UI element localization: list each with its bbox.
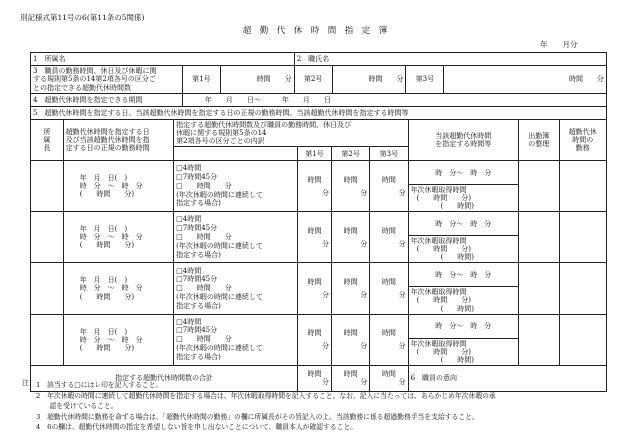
attendance-cell[interactable] — [519, 161, 560, 212]
category2-hours-cell[interactable] — [331, 212, 369, 263]
option-7h45-checkbox[interactable]: □7時間45分 — [176, 275, 218, 284]
header-line: 及び当該超勤代休時間を指 — [65, 136, 150, 145]
table-row — [31, 314, 607, 338]
form-reference: 別記様式第11号の6(第11条の5関係) — [20, 13, 145, 22]
item4-label-cell — [31, 94, 183, 107]
category1-value[interactable] — [220, 66, 294, 94]
header-line: 属 — [43, 136, 51, 145]
unit-minutes: 分 — [360, 188, 368, 197]
header-line: 超勤代休 — [568, 128, 597, 136]
annual-leave-label: 年次休暇取得時間 — [410, 339, 467, 348]
date-line: 年 月 日( ) — [79, 327, 128, 336]
item-number: 1 — [33, 54, 38, 63]
item5-label-cell — [31, 107, 607, 120]
attendance-cell[interactable] — [519, 263, 560, 314]
header-line: 第2項各号の区分ごとの内訳 — [176, 137, 265, 146]
option-7h45-checkbox[interactable]: □7時間45分 — [176, 173, 218, 182]
date-cell[interactable] — [63, 212, 173, 263]
category3-hours-cell[interactable] — [370, 314, 408, 365]
option-7h45-checkbox[interactable]: □7時間45分 — [176, 224, 218, 233]
annual-leave-cell[interactable] — [408, 287, 518, 314]
unit-minutes: 分 — [321, 342, 329, 351]
unit-hours: 時間 — [307, 277, 322, 286]
notes-list — [36, 380, 496, 433]
col-work-header — [559, 120, 606, 161]
unit-minutes: 分 — [398, 290, 406, 299]
year-month: 年 月分 — [540, 40, 578, 49]
header-line: 出勤簿 — [528, 132, 550, 141]
item-number: 4 — [33, 95, 38, 104]
detail-table — [30, 119, 607, 392]
option-4h-checkbox[interactable]: □4時間 — [176, 215, 202, 224]
unit-hours: 時間 — [381, 226, 396, 235]
header-line: 当該超勤代休時間 — [435, 132, 492, 141]
option-custom-checkbox[interactable]: □ 時間 分 — [176, 284, 232, 293]
annual-leave-time: ( 時間 分) — [416, 296, 472, 305]
category2-hours-cell[interactable] — [331, 161, 369, 212]
hours-line: ( 時間 分) — [79, 292, 135, 301]
unit-minutes: 分 — [360, 290, 368, 299]
category2-value[interactable] — [332, 66, 406, 94]
hours-line: ( 時間 分) — [79, 343, 135, 352]
unit-hours: 時間 — [343, 226, 358, 235]
director-cell[interactable] — [31, 161, 64, 212]
hours-line: ( 時間 分) — [79, 241, 135, 250]
item-number: 2 — [296, 54, 302, 63]
header-line: 指定する超勤代休時間数及び職員の勤務時間、休日及び — [176, 121, 352, 129]
date-line: 年 月 日( ) — [79, 276, 128, 285]
hours-option-cell[interactable] — [174, 263, 298, 314]
annual-leave-label: 年次休暇取得時間 — [410, 186, 467, 195]
item-number: 5 — [33, 108, 38, 117]
slot-cell[interactable] — [408, 263, 518, 287]
item4-value-cell[interactable] — [182, 94, 606, 107]
category1-hours-cell[interactable] — [298, 212, 332, 263]
category3-hours-cell[interactable] — [370, 263, 408, 314]
unit-hours: 時間 — [307, 175, 322, 184]
hours-option-cell[interactable] — [174, 212, 298, 263]
date-cell[interactable] — [63, 314, 173, 365]
unit-minutes: 分 — [398, 342, 406, 351]
name-label: 職氏名 — [308, 54, 330, 63]
time-line: 時 分 ～ 時 分 — [79, 284, 143, 293]
date-cell[interactable] — [63, 263, 173, 314]
item3-label-line: との指定できる超勤代休時間数 — [33, 83, 131, 92]
hours-breakdown-blank — [174, 147, 298, 161]
option-4h-checkbox[interactable]: □4時間 — [176, 317, 202, 326]
unit-minutes: 分 — [597, 75, 604, 84]
option-7h45-checkbox[interactable]: □7時間45分 — [176, 326, 218, 335]
annual-leave-hours: ( 時間) — [440, 355, 475, 364]
unit-minutes: 分 — [396, 75, 404, 84]
note-item: 認を受けていること。 — [36, 402, 118, 411]
header-line: の整理 — [528, 140, 550, 149]
time-line: 時 分 ～ 時 分 — [79, 233, 143, 242]
unit-hours: 時間 — [343, 370, 358, 379]
hours-line: ( 時間 分) — [79, 190, 135, 199]
item-number: 3 — [33, 67, 38, 76]
unit-hours: 時間 — [381, 277, 396, 286]
unit-hours: 時間 — [343, 277, 358, 286]
table-row — [31, 161, 607, 185]
notes-prefix: 注 — [22, 379, 29, 387]
time-line: 時 分 ～ 時 分 — [79, 335, 143, 344]
unit-hours: 時間 — [368, 75, 383, 84]
work-cell[interactable] — [559, 212, 606, 263]
option-note: (年次休暇の時間に連続して — [176, 241, 263, 250]
col-attendance-header — [519, 120, 560, 161]
category1-hours-cell[interactable] — [298, 314, 332, 365]
option-4h-checkbox[interactable]: □4時間 — [176, 164, 202, 173]
category1-hours-cell[interactable] — [298, 263, 332, 314]
dept-cell[interactable] — [31, 53, 295, 66]
header-line: 定する日の正規の勤務時間 — [65, 144, 150, 153]
annual-leave-cell[interactable] — [408, 236, 518, 263]
item4-period: 年 月 日～ 年 月 日 — [204, 95, 331, 104]
unit-hours: 時間 — [307, 226, 322, 235]
header-line: 時間の — [572, 136, 594, 145]
total-label-cell: 指定する超勤代休時間数の合計 — [31, 365, 298, 391]
unit-hours: 時間 — [307, 370, 322, 379]
table-row — [31, 263, 607, 287]
option-note: (年次休暇の時間に連続して — [176, 190, 263, 199]
annual-leave-label: 年次休暇取得時間 — [410, 288, 467, 297]
option-note: 指定する場合) — [176, 250, 221, 259]
header-line: 休暇に関する規則第5条の14 — [176, 129, 267, 138]
sub-col-category1: 第1号 — [298, 147, 332, 161]
date-line: 年 月 日( ) — [79, 174, 128, 183]
category3-value[interactable] — [444, 66, 607, 94]
annual-leave-time: ( 時間 分) — [416, 245, 472, 254]
col-date-header — [63, 120, 173, 161]
work-cell[interactable] — [559, 161, 606, 212]
name-cell[interactable] — [294, 53, 606, 66]
intent-label: 職員の意向 — [422, 374, 458, 383]
unit-minutes: 分 — [321, 188, 329, 197]
category1-label: 第1号 — [182, 66, 220, 94]
category3-hours-cell[interactable] — [370, 212, 408, 263]
sub-col-category3: 第3号 — [370, 147, 408, 161]
slot-cell[interactable] — [408, 314, 518, 338]
option-custom-checkbox[interactable]: □ 時間 分 — [176, 181, 232, 190]
annual-leave-label: 年次休暇取得時間 — [410, 237, 467, 246]
unit-hours: 時間 — [343, 329, 358, 338]
option-custom-checkbox[interactable]: □ 時間 分 — [176, 335, 232, 344]
unit-minutes: 分 — [321, 290, 329, 299]
slot-line: 時 分～ 時 分 — [435, 168, 492, 177]
annual-leave-hours: ( 時間) — [440, 253, 475, 262]
sub-col-category2: 第2号 — [331, 147, 369, 161]
slot-cell[interactable] — [408, 161, 518, 185]
attendance-cell[interactable] — [519, 314, 560, 365]
option-note: (年次休暇の時間に連続して — [176, 344, 263, 353]
date-line: 年 月 日( ) — [79, 225, 128, 234]
slot-line: 時 分～ 時 分 — [435, 270, 492, 279]
unit-hours: 時間 — [381, 329, 396, 338]
unit-minutes: 分 — [398, 378, 406, 387]
col-director-header — [31, 120, 64, 161]
annual-leave-cell[interactable] — [408, 185, 518, 212]
slot-cell[interactable] — [408, 212, 518, 236]
table-row — [31, 212, 607, 236]
work-cell[interactable] — [559, 263, 606, 314]
item3-label-line: する規則第5条の14第2項各号の区分ご — [33, 75, 156, 84]
unit-minutes: 分 — [360, 342, 368, 351]
item3-label-line: 職員の勤務時間、休日及び休暇に関 — [44, 67, 157, 76]
annual-leave-hours: ( 時間) — [440, 202, 475, 211]
item3-label-cell — [31, 66, 183, 94]
category2-label: 第2号 — [294, 66, 332, 94]
category2-hours-cell[interactable] — [331, 263, 369, 314]
header-table — [30, 52, 607, 120]
unit-hours: 時間 — [307, 329, 322, 338]
unit-minutes: 分 — [321, 378, 329, 387]
unit-hours: 時間 — [381, 370, 396, 379]
item5-label: 超勤代休時間を指定する日、当該超勤代休時間を指定する日の正規の勤務時間、当該超勤代休時間を指定する時間等 — [44, 108, 409, 117]
header-line: 長 — [43, 144, 51, 153]
unit-hours: 時間 — [256, 75, 271, 84]
option-note: 指定する場合) — [176, 352, 221, 361]
col-hours-header — [174, 120, 408, 147]
item-number: 6 — [410, 374, 416, 383]
rows-body — [31, 161, 607, 366]
unit-minutes: 分 — [398, 188, 406, 197]
col-time-header — [408, 120, 518, 161]
header-line: 所 — [43, 128, 51, 136]
unit-hours: 時間 — [381, 175, 396, 184]
note-item: 2 年次休暇の時間に連続して超勤代休時間を指定する場合は、年次休暇取得時間を記入すること。なお、記入に当たっては、あらかじめ年次休暇の承 — [36, 391, 496, 400]
unit-hours: 時間 — [343, 175, 358, 184]
note-item: 4 6の欄は、超勤代休時間の指定を希望しない旨を申し出ないことについて、職員本人が確認すること。 — [36, 423, 358, 432]
unit-hours: 時間 — [569, 75, 583, 84]
slot-line: 時 分～ 時 分 — [435, 219, 492, 228]
time-line: 時 分 ～ 時 分 — [79, 182, 143, 191]
director-cell[interactable] — [31, 212, 64, 263]
attendance-cell[interactable] — [519, 212, 560, 263]
unit-minutes: 分 — [398, 239, 406, 248]
item4-label: 超勤代休時間を指定できる期間 — [44, 95, 143, 104]
category1-hours-cell[interactable] — [298, 161, 332, 212]
category2-hours-cell[interactable] — [331, 314, 369, 365]
annual-leave-cell[interactable] — [408, 338, 518, 365]
hours-option-cell[interactable] — [174, 314, 298, 365]
annual-leave-time: ( 時間 分) — [416, 194, 472, 203]
work-cell[interactable] — [559, 314, 606, 365]
note-item: 1 該当する□にはレ印を記入すること。 — [36, 381, 163, 389]
header-line: を指定する時間等 — [435, 140, 492, 149]
annual-leave-hours: ( 時間) — [440, 304, 475, 313]
hours-option-cell[interactable] — [174, 161, 298, 212]
option-note: 指定する場合) — [176, 199, 221, 208]
header-line: 超勤代休時間を指定する日 — [65, 128, 150, 136]
unit-minutes: 分 — [360, 378, 368, 387]
option-note: 指定する場合) — [176, 301, 221, 310]
unit-minutes: 分 — [360, 239, 368, 248]
date-cell[interactable] — [63, 161, 173, 212]
director-cell[interactable] — [31, 263, 64, 314]
director-cell[interactable] — [31, 314, 64, 365]
dept-label: 所属名 — [44, 54, 66, 63]
unit-minutes: 分 — [284, 75, 292, 84]
category3-hours-cell[interactable] — [370, 161, 408, 212]
category3-label: 第3号 — [406, 66, 444, 94]
slot-line: 時 分～ 時 分 — [435, 322, 492, 331]
note-item: 3 超勤代休時間に勤務を命ずる場合は、「超勤代休時間の勤務」の欄に所属長がその旨記入の上、当該勤務に係る超過勤務手当を支給すること。 — [36, 412, 479, 421]
form-title: 超 勤 代 休 時 間 指 定 簿 — [242, 26, 388, 36]
header-line: 勤務 — [575, 144, 590, 153]
option-note: (年次休暇の時間に連続して — [176, 292, 263, 301]
option-custom-checkbox[interactable]: □ 時間 分 — [176, 232, 232, 241]
annual-leave-time: ( 時間 分) — [416, 347, 472, 356]
unit-minutes: 分 — [321, 239, 329, 248]
option-4h-checkbox[interactable]: □4時間 — [176, 266, 202, 275]
